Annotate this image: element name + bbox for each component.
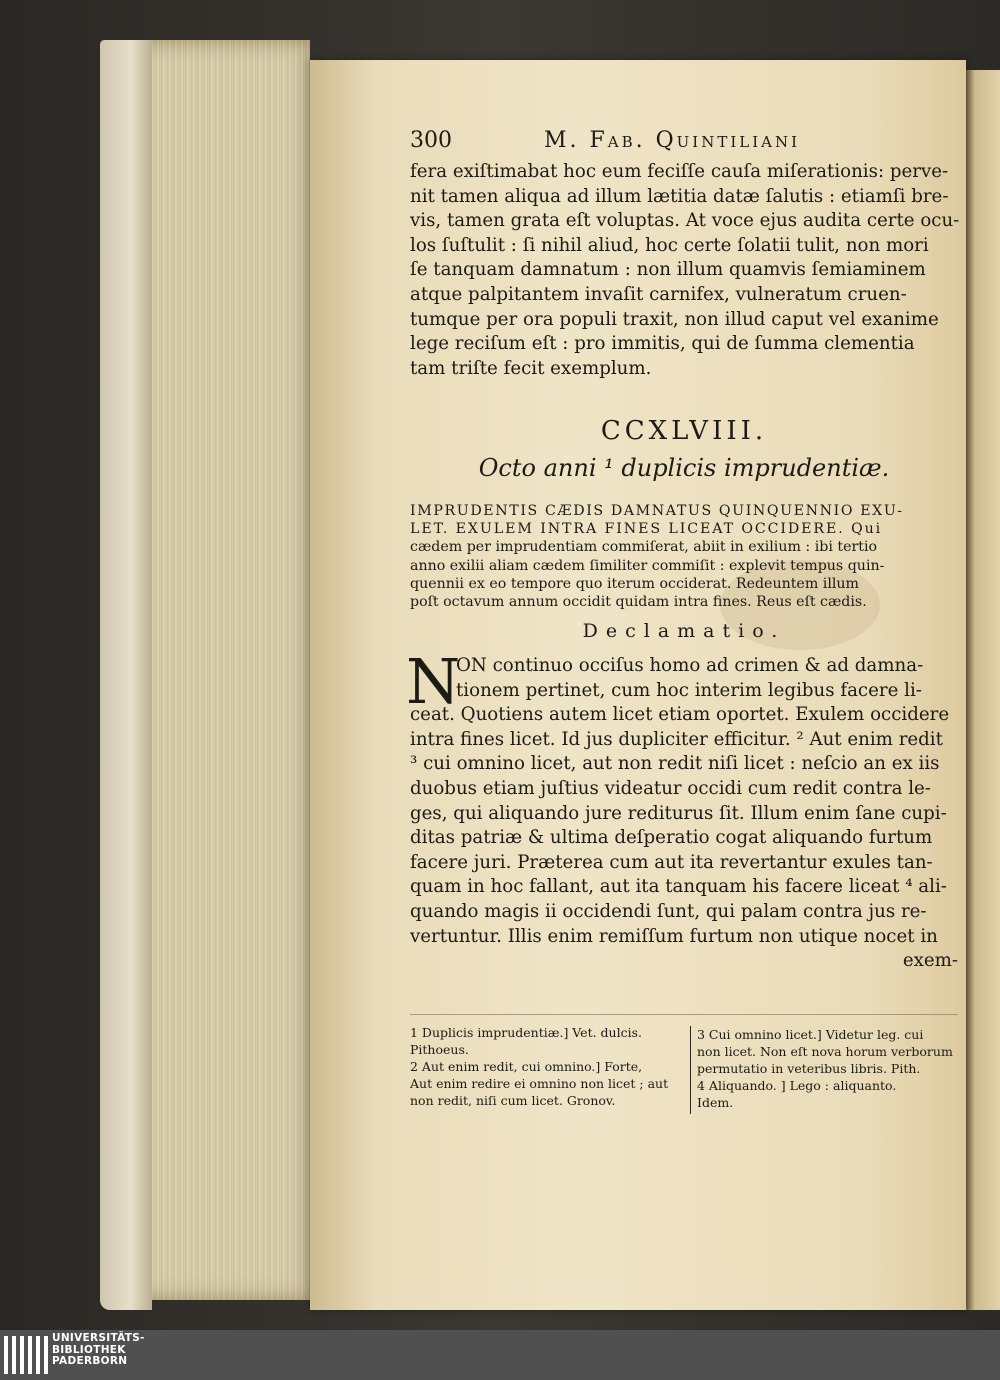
footnotes-right <box>690 1026 967 1114</box>
footnote-line: non licet. Non eſt nova horum verborum <box>697 1044 953 1059</box>
library-footer <box>0 1330 1000 1380</box>
argument-block <box>410 502 958 611</box>
body-text-main <box>410 654 958 974</box>
page-number: 300 <box>410 128 452 153</box>
footnote-line: 2 Aut enim redit, cui omnino.] Forte, <box>410 1059 643 1074</box>
logo-line: UNIVERSITÄTS- <box>52 1332 145 1344</box>
footnote-line: Idem. <box>697 1095 734 1110</box>
text-line: facere juri. Præterea cum aut ita revertantur exules tan- <box>410 851 933 873</box>
text-line: ditas patriæ & ultima deſperatio cogat aliquando furtum <box>410 827 933 849</box>
argument-line: poſt octavum annum occidit quidam intra fines. Reus eſt cædis. <box>410 593 867 610</box>
logo-line: PADERBORN <box>52 1355 128 1367</box>
body-text-top <box>410 160 958 381</box>
text-line: quam in hoc fallant, aut ita tanquam his facere liceat ⁴ ali- <box>410 876 947 898</box>
text-line: ſe tanquam damnatum : non illum quamvis ſemiaminem <box>410 259 926 281</box>
footnote-line: non redit, niſi cum licet. Gronov. <box>410 1093 616 1108</box>
running-title: M. Fab. Quintiliani <box>544 128 801 153</box>
declamatio-heading: Declamatio. <box>582 620 786 642</box>
drop-cap: N <box>406 645 461 718</box>
text-line: ceat. Quotiens autem licet etiam oportet. Exulem occidere <box>410 704 950 726</box>
footnote-line: 4 Aliquando. ] Lego : aliquanto. <box>697 1078 897 1093</box>
section-number: CCXLVIII. <box>600 416 768 446</box>
text-line: atque palpitantem invaſit carnifex, vulneratum cruen- <box>410 283 907 305</box>
running-head <box>410 128 960 156</box>
section-subtitle: Octo anni ¹ duplicis imprudentiæ. <box>478 454 890 482</box>
footnotes-left <box>410 1024 680 1109</box>
footnote-line: Aut enim redire ei omnino non licet ; aut <box>410 1076 669 1091</box>
text-line: nit tamen aliqua ad illum lætitia datæ ſalutis : etiamſi bre- <box>410 185 949 207</box>
text-line: lege reciſum eſt : pro immitis, qui de ſumma clementia <box>410 333 915 355</box>
text-line: ges, qui aliquando jure rediturus ſit. Illum enim ſane cupi- <box>410 802 947 824</box>
text-line: ³ cui omnino licet, aut non redit niſi licet : neſcio an ex iis <box>410 753 940 775</box>
library-logo-text <box>52 1333 145 1368</box>
text-line: ON continuo occiſus homo ad crimen & ad damna- <box>456 655 924 676</box>
library-logo-icon <box>4 1334 48 1376</box>
catchword: exem- <box>902 950 958 972</box>
text-line: tam triſte fecit exemplum. <box>410 357 652 379</box>
text-line: quando magis ii occidendi ſunt, qui palam contra jus re- <box>410 900 927 922</box>
facing-page-edge <box>964 70 1000 1310</box>
text-line: tumque per ora populi traxit, non illud caput vel exanime <box>410 308 939 330</box>
text-line: duobus etiam juſtius videatur occidi cum redit contra le- <box>410 777 931 799</box>
text-line: vertuntur. Illis enim remiſſum furtum non utique nocet in <box>410 925 938 947</box>
argument-line: LET. EXULEM INTRA FINES LICEAT OCCIDERE. Qui <box>410 521 883 538</box>
argument-line: cædem per imprudentiam commiſerat, abiit in exilium : ibi tertio <box>410 539 878 556</box>
text-line: los ſuſtulit : ſi nihil aliud, hoc certe ſolatii tulit, non mori <box>410 234 929 256</box>
text-line: tionem pertinet, cum hoc interim legibus facere li- <box>456 679 922 701</box>
footnote-line: 1 Duplicis imprudentiæ.] Vet. dulcis. <box>410 1025 642 1040</box>
footnote-line: Pithoeus. <box>410 1042 469 1057</box>
text-line: intra fines licet. Id jus dupliciter efficitur. ² Aut enim redit <box>410 728 943 750</box>
book-cover-edge <box>100 40 152 1310</box>
text-line: vis, tamen grata eſt voluptas. At voce ejus audita certe ocu- <box>410 210 960 232</box>
footnote-rule <box>410 1014 958 1015</box>
logo-line: BIBLIOTHEK <box>52 1343 126 1356</box>
argument-line: IMPRUDENTIS CÆDIS DAMNATUS QUINQUENNIO EXU- <box>410 503 904 519</box>
text-line: fera exiſtimabat hoc eum feciſſe cauſa miſerationis: perve- <box>410 161 949 182</box>
argument-line: quennii ex eo tempore quo iterum occiderat. Redeuntem illum <box>410 575 859 592</box>
footnote-line: 3 Cui omnino licet.] Videtur leg. cui <box>697 1027 924 1042</box>
argument-line: anno exilii aliam cædem ſimiliter commiſit : explevit tempus quin- <box>410 557 885 574</box>
footnote-line: permutatio in veteribus libris. Pith. <box>697 1061 921 1076</box>
